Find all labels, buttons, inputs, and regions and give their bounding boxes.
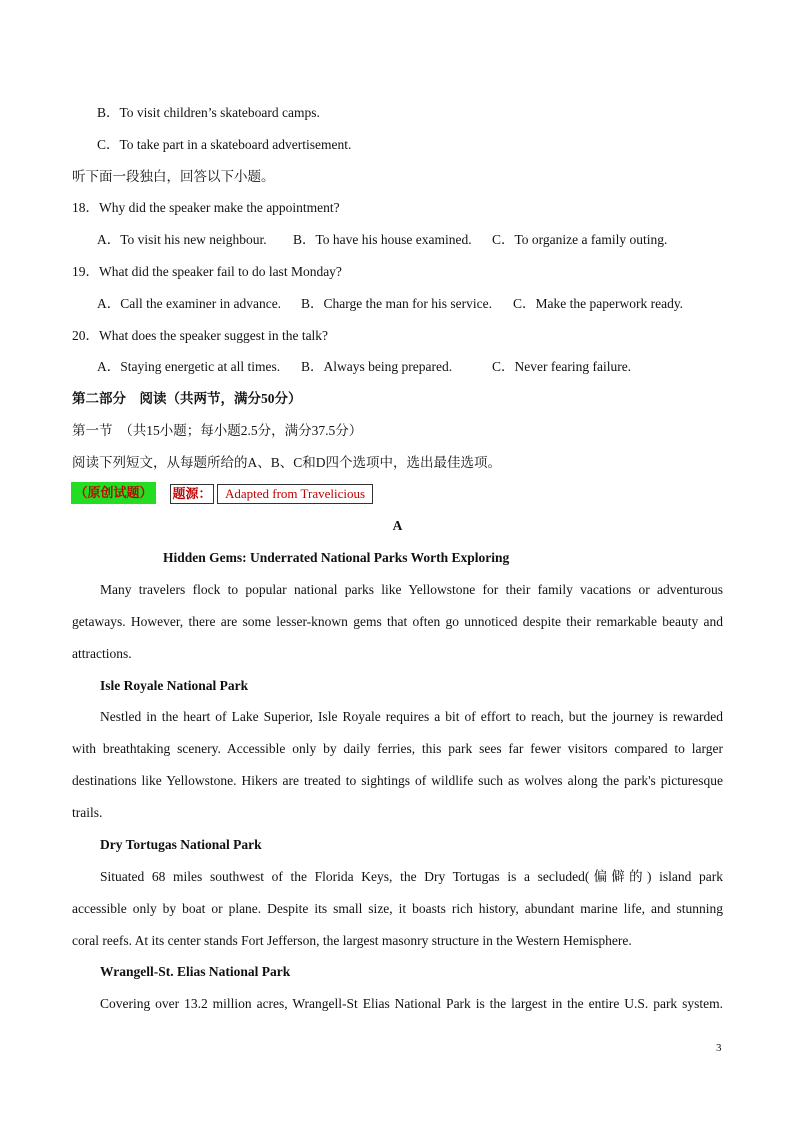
q20-option-b: B．Always being prepared. [301, 359, 453, 374]
park1-line-2: with breathtaking scenery. Accessible only by daily ferries, this park sees far fewer visitors compared to larger [72, 741, 723, 756]
q20-option-c: C．Never fearing failure. [492, 359, 632, 374]
source-value-tag: Adapted from Travelicious [217, 484, 373, 504]
park1-heading: Isle Royale National Park [100, 678, 249, 693]
park2-line-1: Situated 68 miles southwest of the Florida Keys, the Dry Tortugas is a secluded(偏僻的) island park [100, 869, 723, 884]
reading-instruction: 阅读下列短文，从每题所给的A、B、C和D四个选项中，选出最佳选项。 [72, 455, 502, 470]
intro-line-3: attractions. [72, 646, 132, 661]
q20-stem: 20．What does the speaker suggest in the talk? [72, 328, 329, 343]
q18-option-a: A．To visit his new neighbour. [97, 232, 267, 247]
park1-line-1: Nestled in the heart of Lake Superior, Isle Royale requires a bit of effort to reach, but the journey is rewarded [100, 709, 723, 724]
park1-line-4: trails. [72, 805, 103, 820]
q17-option-c: C．To take part in a skateboard advertisement. [97, 137, 352, 152]
passage-letter: A [392, 518, 403, 533]
original-question-tag: （原创试题） [71, 482, 156, 504]
park3-line-1: Covering over 13.2 million acres, Wrangell-St Elias National Park is the largest in the entire U.S. park system. [100, 996, 723, 1011]
q18-stem: 18．Why did the speaker make the appointment? [72, 200, 340, 215]
q20-option-a: A．Staying energetic at all times. [97, 359, 281, 374]
intro-line-2: getaways. However, there are some lesser-known gems that often go unnoticed despite their remarkable beauty and [72, 614, 723, 629]
q19-option-c: C．Make the paperwork ready. [513, 296, 684, 311]
q19-option-b: B．Charge the man for his service. [301, 296, 492, 311]
park3-heading: Wrangell-St. Elias National Park [100, 964, 291, 979]
q18-option-b: B．To have his house examined. [293, 232, 472, 247]
park1-line-3: destinations like Yellowstone. Hikers are treated to sightings of wildlife such as wolves along the park's picturesque [72, 773, 723, 788]
intro-line-1: Many travelers flock to popular national parks like Yellowstone for their family vacations or adventurous [100, 582, 723, 597]
q19-option-a: A．Call the examiner in advance. [97, 296, 282, 311]
park2-line-3: coral reefs. At its center stands Fort Jefferson, the largest masonry structure in the Western Hemisphere. [72, 933, 632, 948]
park2-heading: Dry Tortugas National Park [100, 837, 262, 852]
source-label-tag: 题源： [170, 484, 214, 504]
q19-stem: 19．What did the speaker fail to do last Monday? [72, 264, 342, 279]
part-heading: 第二部分 阅读（共两节，满分50分） [72, 391, 302, 406]
monologue-instruction: 听下面一段独白，回答以下小题。 [72, 169, 275, 184]
q18-option-c: C．To organize a family outing. [492, 232, 668, 247]
page-number: 3 [716, 1042, 722, 1054]
q17-option-b: B．To visit children’s skateboard camps. [97, 105, 320, 120]
park2-line-2: accessible only by boat or plane. Despite its small size, it boasts rich history, abundant marine life, and stunning [72, 901, 723, 916]
passage-title: Hidden Gems: Underrated National Parks Worth Exploring [163, 550, 510, 565]
section-heading: 第一节 （共15小题；每小题2.5分，满分37.5分） [72, 423, 363, 438]
